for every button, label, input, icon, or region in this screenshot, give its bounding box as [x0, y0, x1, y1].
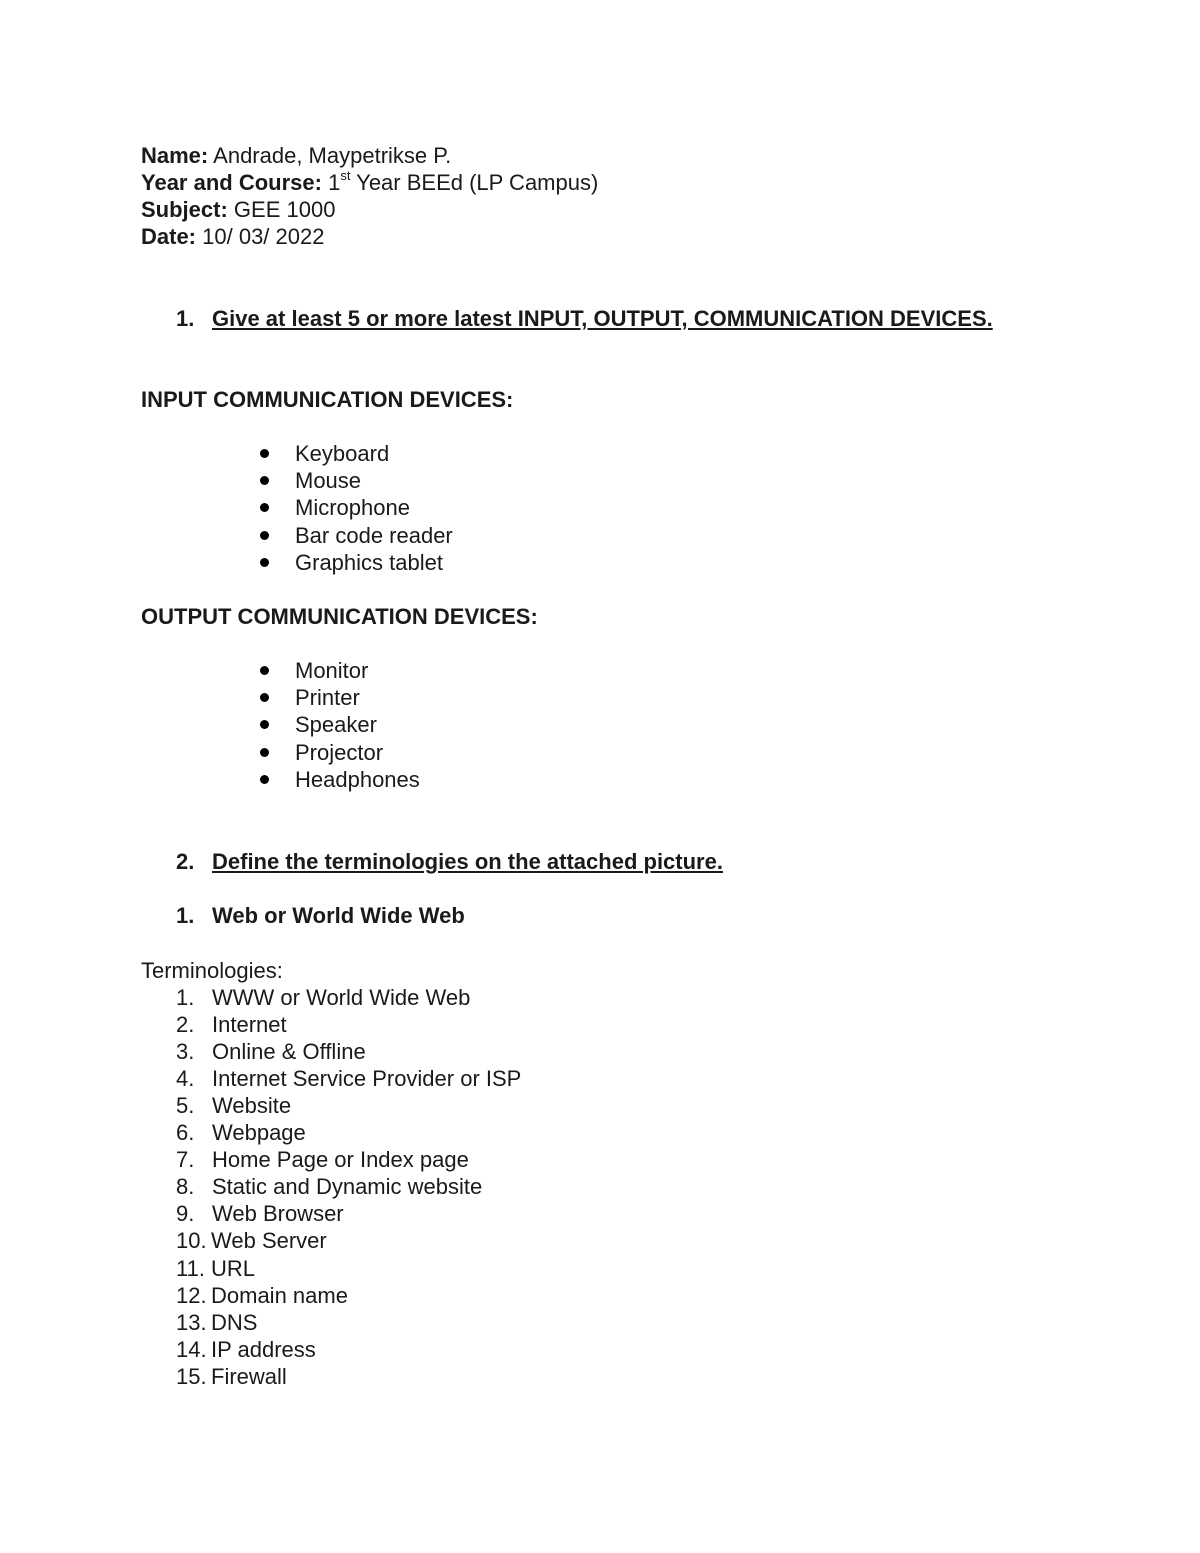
- q2-number: 2.: [176, 849, 195, 874]
- year-course-line: [141, 169, 598, 196]
- list-item: Monitor: [295, 658, 369, 683]
- term-number: 7.: [176, 1147, 195, 1173]
- web-heading-text: Web or World Wide Web: [212, 903, 465, 928]
- list-item: Graphics tablet: [295, 549, 443, 575]
- name-label: Name:: [141, 143, 209, 168]
- term-item: Website: [212, 1093, 292, 1119]
- bullet-icon: [260, 449, 269, 458]
- term-item: Domain name: [211, 1282, 348, 1308]
- bullet-icon: [260, 775, 269, 784]
- term-number: 10.: [176, 1228, 207, 1254]
- term-item: Web Browser: [212, 1201, 344, 1227]
- term-item: Online & Offline: [212, 1039, 366, 1065]
- term-item: URL: [211, 1255, 256, 1281]
- list-item: Mouse: [295, 468, 362, 494]
- list-item: Speaker: [295, 712, 377, 738]
- q1-number: 1.: [176, 306, 195, 331]
- term-item: Web Server: [211, 1228, 327, 1254]
- subject-line: [141, 196, 335, 223]
- term-number: 3.: [176, 1039, 195, 1065]
- q1-text: Give at least 5 or more latest INPUT, OUTPUT, COMMUNICATION DEVICES.: [212, 306, 993, 331]
- term-number: 9.: [176, 1201, 195, 1227]
- list-item: Headphones: [295, 766, 420, 792]
- list-item: Projector: [295, 739, 384, 765]
- name-line: [141, 142, 451, 169]
- list-item: Printer: [295, 685, 360, 711]
- web-heading-number: 1.: [176, 903, 195, 928]
- list-item: Bar code reader: [295, 522, 453, 548]
- term-number: 6.: [176, 1120, 195, 1146]
- subject-value: GEE 1000: [233, 197, 336, 222]
- date-label: Date:: [141, 224, 197, 249]
- term-number: 12.: [176, 1282, 207, 1308]
- bullet-icon: [260, 558, 269, 567]
- term-number: 13.: [176, 1309, 207, 1335]
- date-value: 10/ 03/ 2022: [202, 224, 325, 249]
- output-heading: OUTPUT COMMUNICATION DEVICES:: [141, 604, 538, 629]
- term-item: Static and Dynamic website: [212, 1174, 483, 1200]
- bullet-icon: [260, 531, 269, 540]
- term-item: DNS: [211, 1309, 258, 1335]
- term-item: Internet: [212, 1012, 287, 1038]
- year-sup: st: [340, 167, 351, 183]
- bullet-icon: [260, 748, 269, 757]
- bullet-icon: [260, 476, 269, 485]
- term-item: Webpage: [212, 1120, 306, 1146]
- date-line: [141, 223, 324, 250]
- term-item: Home Page or Index page: [212, 1147, 469, 1173]
- term-number: 1.: [176, 985, 195, 1010]
- bullet-icon: [260, 503, 269, 512]
- term-item: Firewall: [211, 1363, 287, 1389]
- term-number: 15.: [176, 1363, 207, 1389]
- term-number: 11.: [176, 1255, 205, 1281]
- bullet-icon: [260, 693, 269, 702]
- term-number: 8.: [176, 1174, 195, 1200]
- input-heading: INPUT COMMUNICATION DEVICES:: [141, 387, 514, 412]
- term-number: 4.: [176, 1066, 195, 1092]
- term-number: 14.: [176, 1336, 207, 1362]
- name-value: Andrade, Maypetrikse P.: [213, 143, 452, 168]
- term-item: IP address: [211, 1336, 316, 1362]
- year-num: 1: [328, 170, 341, 195]
- terminologies-label: Terminologies:: [141, 958, 283, 983]
- subject-label: Subject:: [141, 197, 228, 222]
- term-item: WWW or World Wide Web: [212, 985, 471, 1010]
- term-number: 5.: [176, 1093, 195, 1119]
- list-item: Keyboard: [295, 441, 390, 466]
- list-item: Microphone: [295, 495, 410, 521]
- term-number: 2.: [176, 1012, 195, 1038]
- bullet-icon: [260, 720, 269, 729]
- year-course-value: Year BEEd (LP Campus): [356, 170, 599, 195]
- term-item: Internet Service Provider or ISP: [212, 1066, 522, 1092]
- q2-text: Define the terminologies on the attached picture.: [212, 849, 723, 874]
- bullet-icon: [260, 666, 269, 675]
- year-course-label: Year and Course:: [141, 170, 322, 195]
